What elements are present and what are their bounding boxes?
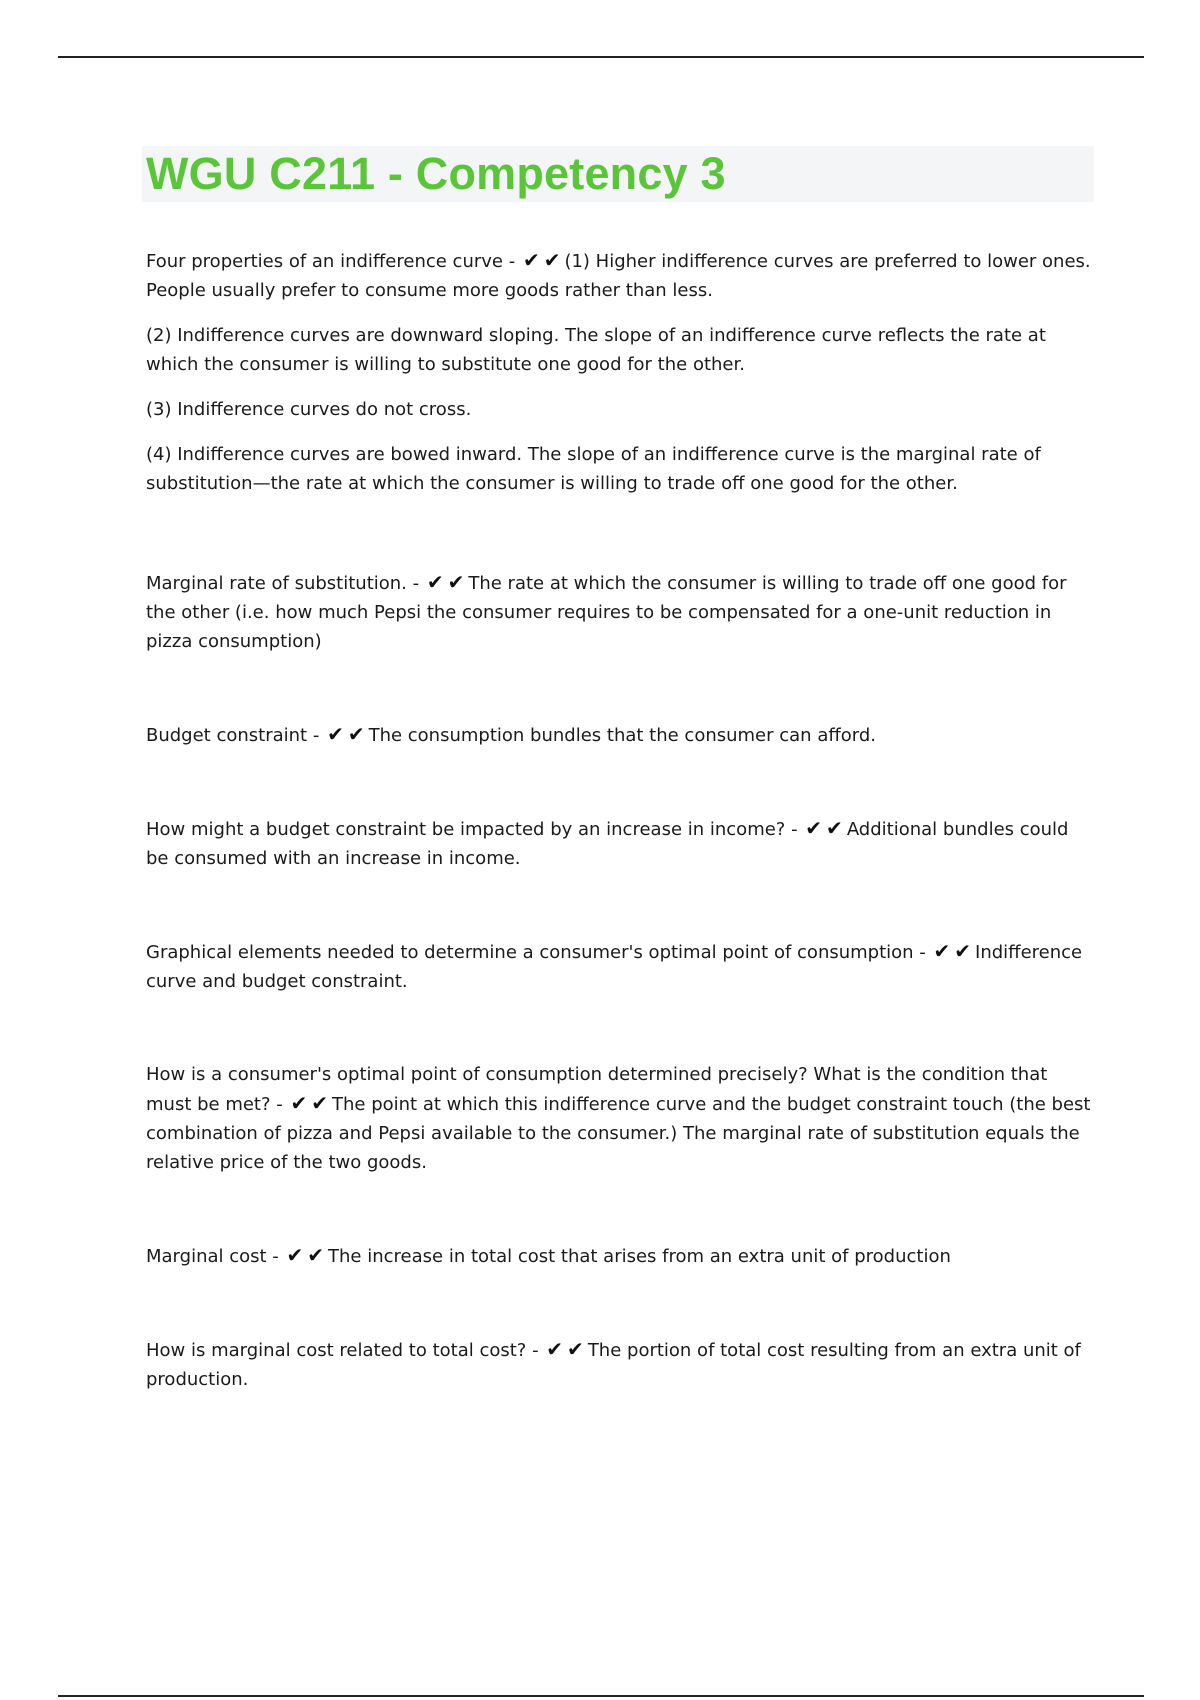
flashcard-list (146, 246, 1094, 1410)
entry-answer: The consumption bundles that the consumer can afford. (368, 725, 876, 746)
top-rule (58, 56, 1144, 58)
entry-question: Marginal rate of substitution. - (146, 573, 425, 594)
double-check-icon: ✔✔ (286, 1243, 329, 1267)
entry-extra-paragraph: (2) Indifference curves are downward sloping. The slope of an indifference curve reflects the rate at which the consumer is willing to substitute one good for the other. (146, 325, 1046, 375)
entry-marginal-total-cost (146, 1335, 1094, 1394)
entry-question: Budget constraint - (146, 725, 326, 746)
entry-answer: The portion of total cost resulting from an extra unit of production. (146, 1340, 1081, 1390)
entry-marginal-rate-of-substitution (146, 568, 1094, 656)
double-check-icon: ✔✔ (546, 1337, 588, 1361)
double-check-icon: ✔✔ (522, 248, 565, 272)
double-check-icon: ✔✔ (426, 570, 469, 594)
double-check-icon: ✔✔ (933, 939, 976, 963)
entry-question: Graphical elements needed to determine a consumer's optimal point of consumption - (146, 942, 932, 963)
entry-question: How might a budget constraint be impacted by an increase in income? - (146, 819, 804, 840)
entry-question: How is a consumer's optimal point of consumption determined precisely? What is the condition that must be met? - (146, 1064, 1048, 1115)
entry-budget-constraint (146, 720, 1094, 750)
double-check-icon: ✔✔ (290, 1091, 332, 1115)
entry-question: Marginal cost - (146, 1246, 285, 1267)
entry-extra-paragraph: (4) Indifference curves are bowed inward. The slope of an indifference curve is the marginal rate of substitution—the rate at which the consumer is willing to trade off one good for the other. (146, 444, 1041, 494)
entry-extra-paragraph: (3) Indifference curves do not cross. (146, 399, 472, 420)
entry-question: Four properties of an indifference curve - (146, 251, 521, 272)
entry-marginal-cost (146, 1241, 1094, 1271)
entry-answer: The rate at which the consumer is willing to trade off one good for the other (i.e. how much Pepsi the consumer requires to be compensated for a one-unit reduction in pizza consumption) (146, 573, 1067, 652)
entry-question: How is marginal cost related to total cost? - (146, 1340, 545, 1361)
entry-answer: The increase in total cost that arises from an extra unit of production (328, 1246, 951, 1267)
double-check-icon: ✔✔ (327, 722, 369, 746)
entry-indifference-properties (146, 246, 1094, 305)
document-title: WGU C211 - Competency 3 (146, 148, 726, 199)
entry-answer: Indifference curve and budget constraint. (146, 942, 1083, 992)
entry-answer: Additional bundles could be consumed with an increase in income. (146, 819, 1069, 869)
double-check-icon: ✔✔ (805, 816, 847, 840)
entry-optimal-point (146, 1060, 1094, 1177)
entry-answer: (1) Higher indifference curves are preferred to lower ones. People usually prefer to consume more goods rather than less. (146, 251, 1091, 301)
entry-budget-income (146, 814, 1094, 873)
bottom-rule (58, 1695, 1144, 1697)
entry-answer: The point at which this indifference curve and the budget constraint touch (the best combination of pizza and Pepsi available to the consumer.) The marginal rate of substitution equals the relative price of the two goods. (146, 1094, 1091, 1173)
entry-graphical-elements (146, 937, 1094, 996)
